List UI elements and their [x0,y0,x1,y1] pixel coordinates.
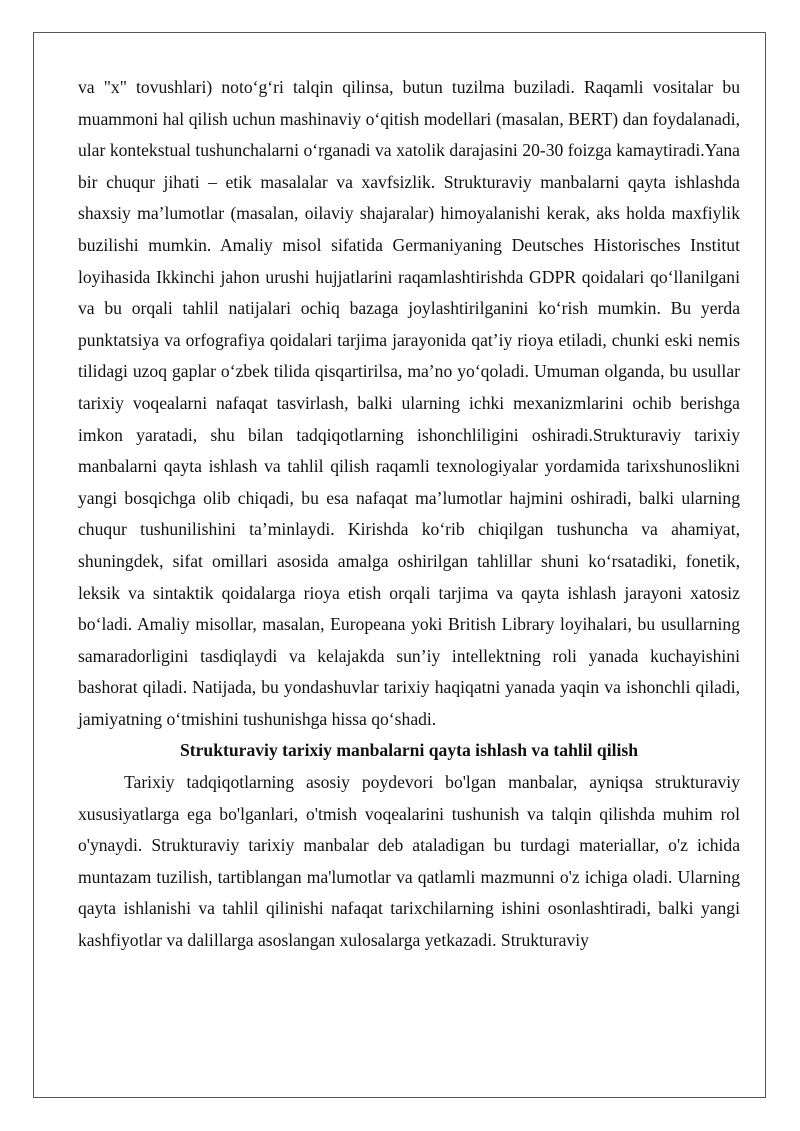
section-heading: Strukturaviy tarixiy manbalarni qayta ishlash va tahlil qilish [179,740,638,761]
body-paragraph: Tarixiy tadqiqotlarning asosiy poydevori bo'lgan manbalar, ayniqsa strukturaviy xususiyatlarga ega bo'lganlari, o'tmish voqealarini tushunish va talqin qilishda muhim rol o'ynaydi. Strukturaviy tarixiy manbalar deb ataladigan bu turdagi materiallar, o'z ichida muntazam tuzilish, tartiblangan ma'lumotlar va qatlamli mazmunni o'z ichiga oladi. Ularning qayta ishlanishi va tahlil qilinishi nafaqat tarixchilarning ishini osonlashtiradi, balki yangi kashfiyotlar va dalillarga asoslangan xulosalarga yetkazadi. Strukturaviy [78,772,740,951]
body-paragraph: va "x" tovushlari) noto‘g‘ri talqin qilinsa, butun tuzilma buziladi. Raqamli vositalar bu muammoni hal qilish uchun mashinaviy o‘qitish modellari (masalan, BERT) dan foydalanadi, ular kontekstual tushunchalarni o‘rganadi va xatolik darajasini 20-30 foizga kamaytiradi.Yana bir chuqur jihati – etik masalalar va xavfsizlik. Strukturaviy manbalarni qayta ishlashda shaxsiy ma’lumotlar (masalan, oilaviy shajaralar) himoyalanishi kerak, aks holda maxfiylik buzilishi mumkin. Amaliy misol sifatida Germaniyaning Deutsches Historisches Institut loyihasida Ikkinchi jahon urushi hujjatlarini raqamlashtirishda GDPR qoidalari qo‘llanilgani va bu orqali tahlil natijalari ochiq bazaga joylashtirilganini ko‘rish mumkin. Bu yerda punktatsiya va orfografiya qoidalari tarjima jarayonida qat’iy rioya etiladi, chunki eski nemis tilidagi uzoq gaplar o‘zbek tilida qisqartirilsa, ma’no yo‘qoladi. Umuman olganda, bu usullar tarixiy voqealarni nafaqat tasvirlash, balki ularning ichki mexanizmlarini ochib berishga imkon yaratadi, shu bilan tadqiqotlarning ishonchliligini oshiradi.Strukturaviy tarixiy manbalarni qayta ishlash va tahlil qilish raqamli texnologiyalar yordamida tarixshunoslikni yangi bosqichga olib chiqadi, bu esa nafaqat ma’lumotlar hajmini oshiradi, balki ularning chuqur tushunilishini ta’minlaydi. Kirishda ko‘rib chiqilgan tushuncha va ahamiyat, shuningdek, sifat omillari asosida amalga oshirilgan tahlillar shuni ko‘rsatadiki, fonetik, leksik va sintaktik qoidalarga rioya etish orqali tarjima va qayta ishlash jarayoni xatosiz bo‘ladi. Amaliy misollar, masalan, Europeana yoki British Library loyihalari, bu usullarning samaradorligini tasdiqlaydi va kelajakda sun’iy intellektning roli yanada kuchayishini bashorat qiladi. Natijada, bu yondashuvlar tarixiy haqiqatni yanada yaqin va ishonchli qiladi, jamiyatning o‘tmishini tushunishga hissa qo‘shadi. [78,77,740,729]
document-body [78,72,740,957]
